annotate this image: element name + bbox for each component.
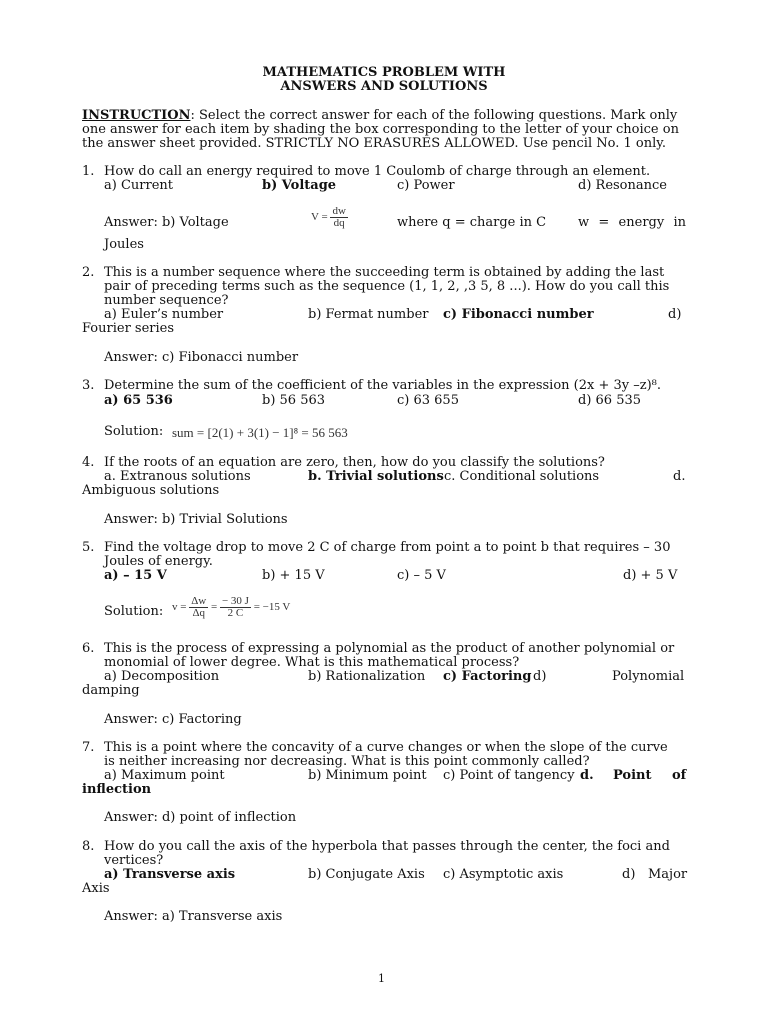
q8-number: 8. — [82, 839, 95, 854]
q2-option-d-letter: d) — [668, 307, 682, 322]
q5-formula-denominator-2: 2 C — [227, 607, 244, 619]
q8-option-b: b) Conjugate Axis — [308, 867, 425, 882]
instruction-line-1 — [82, 109, 677, 123]
q1-note-3: Joules — [104, 237, 144, 252]
q2-number: 2. — [82, 265, 95, 280]
q5-number: 5. — [82, 540, 95, 555]
q1-text: How do call an energy required to move 1 Coulomb of charge through an element. — [104, 164, 651, 179]
q7-line-2: is neither increasing nor decreasing. What is this point commonly called? — [104, 754, 590, 769]
q8-option-c: c) Asymptotic axis — [443, 867, 564, 882]
q7-answer: Answer: d) point of inflection — [104, 810, 297, 825]
q8-line-1: How do you call the axis of the hyperbola that passes through the center, the foci and — [104, 839, 670, 854]
q4-option-a: a. Extranous solutions — [104, 469, 251, 484]
q1-formula-numerator: dw — [332, 205, 346, 217]
q2-answer: Answer: c) Fibonacci number — [104, 350, 299, 365]
q6-number: 6. — [82, 641, 95, 656]
q3-text: Determine the sum of the coefficient of the variables in the expression (2x + 3y –z)⁸. — [104, 378, 662, 393]
q7-option-b: b) Minimum point — [308, 768, 427, 783]
q6-line-2: monomial of lower degree. What is this mathematical process? — [104, 655, 520, 670]
q4-answer: Answer: b) Trivial Solutions — [104, 512, 288, 527]
q5-formula-equals: = — [211, 601, 218, 614]
q3-option-c: c) 63 655 — [397, 393, 459, 408]
q5-formula-result: = −15 V — [253, 601, 291, 614]
q5-formula-fraction-2 — [220, 596, 251, 619]
q7-option-d-letter: d. — [580, 768, 594, 783]
q1-number: 1. — [82, 164, 95, 179]
q5-formula-lhs: v = — [172, 601, 187, 614]
title-line-1: MATHEMATICS PROBLEM WITH — [262, 65, 506, 80]
q3-solution-formula: sum = [2(1) + 3(1) − 1]⁸ = 56 563 — [172, 425, 348, 440]
q3-option-b: b) 56 563 — [262, 393, 326, 408]
q1-formula — [311, 206, 348, 229]
instruction-line-2: one answer for each item by shading the box corresponding to the letter of your choice on — [82, 122, 679, 137]
q2-line-3: number sequence? — [104, 293, 229, 308]
q1-option-c: c) Power — [397, 178, 455, 193]
q4-option-d-letter: d. — [673, 469, 686, 484]
q8-option-d-text: Major — [648, 867, 688, 882]
q2-option-b: b) Fermat number — [308, 307, 429, 322]
instruction-label: INSTRUCTION — [82, 108, 191, 123]
q4-text: If the roots of an equation are zero, then, how do you classify the solutions? — [104, 455, 605, 470]
q2-option-c: c) Fibonacci number — [443, 307, 594, 322]
q8-answer: Answer: a) Transverse axis — [104, 909, 283, 924]
q3-solution-label: Solution: — [104, 424, 164, 439]
q5-formula-numerator-2: − 30 J — [221, 595, 249, 607]
q8-option-d-text-cont: Axis — [82, 881, 110, 896]
q6-option-a: a) Decomposition — [104, 669, 220, 684]
q7-option-d-text: inflection — [82, 782, 152, 797]
q2-line-1: This is a number sequence where the succeeding term is obtained by adding the last — [104, 265, 665, 280]
q8-line-2: vertices? — [104, 853, 164, 868]
q5-option-d: d) + 5 V — [623, 568, 678, 583]
q6-option-d-letter: d) — [533, 669, 547, 684]
q5-solution-label: Solution: — [104, 604, 164, 619]
q8-option-a: a) Transverse axis — [104, 867, 236, 882]
q6-answer: Answer: c) Factoring — [104, 712, 242, 727]
q4-option-d-text: Ambiguous solutions — [82, 483, 220, 498]
q1-formula-fraction — [330, 206, 347, 229]
q3-number: 3. — [82, 378, 95, 393]
q6-option-d-text: Polynomial — [612, 669, 685, 684]
q7-option-c: c) Point of tangency — [443, 768, 575, 783]
q8-option-d-letter: d) — [622, 867, 636, 882]
q4-option-b: b. Trivial solutions — [308, 469, 444, 484]
page-number: 1 — [378, 972, 385, 985]
q2-option-d-text: Fourier series — [82, 321, 175, 336]
q4-option-c: c. Conditional solutions — [444, 469, 600, 484]
q1-note-2: w = energy in — [578, 215, 686, 230]
q1-note-1: where q = charge in C — [397, 215, 547, 230]
q1-option-b: b) Voltage — [262, 178, 337, 193]
instruction-line-3: the answer sheet provided. STRICTLY NO ERASURES ALLOWED. Use pencil No. 1 only. — [82, 136, 666, 151]
q7-number: 7. — [82, 740, 95, 755]
instruction-text: : Select the correct answer for each of the following questions. Mark only — [190, 108, 678, 123]
q1-formula-lhs: V = — [311, 211, 328, 224]
q1-formula-denominator: dq — [333, 217, 345, 229]
q5-solution-formula — [172, 596, 290, 619]
q3-option-d: d) 66 535 — [578, 393, 642, 408]
q3-option-a: a) 65 536 — [104, 393, 173, 408]
q5-formula-fraction-1 — [189, 596, 208, 619]
q1-answer: Answer: b) Voltage — [104, 215, 229, 230]
q5-line-1: Find the voltage drop to move 2 C of charge from point a to point b that requires – 30 — [104, 540, 671, 555]
q5-option-c: c) – 5 V — [397, 568, 446, 583]
q6-option-c: c) Factoring — [443, 669, 532, 684]
q5-formula-denominator-1: Δq — [192, 607, 206, 619]
q7-option-a: a) Maximum point — [104, 768, 225, 783]
q5-option-a: a) – 15 V — [104, 568, 167, 583]
q5-formula-numerator-1: Δw — [191, 595, 207, 607]
q7-line-1: This is a point where the concavity of a curve changes or when the slope of the curve — [104, 740, 668, 755]
q7-option-d-word: Point — [613, 768, 652, 783]
q2-line-2: pair of preceding terms such as the sequence (1, 1, 2, ,3 5, 8 ...). How do you call this — [104, 279, 670, 294]
q6-line-1: This is the process of expressing a polynomial as the product of another polynomial or — [104, 641, 675, 656]
q5-line-2: Joules of energy. — [104, 554, 213, 569]
q6-option-d-text-cont: damping — [82, 683, 140, 698]
q1-option-a: a) Current — [104, 178, 173, 193]
q5-option-b: b) + 15 V — [262, 568, 325, 583]
q4-number: 4. — [82, 455, 95, 470]
q6-option-b: b) Rationalization — [308, 669, 426, 684]
q2-option-a: a) Euler’s number — [104, 307, 224, 322]
title-line-2: ANSWERS AND SOLUTIONS — [280, 79, 488, 94]
q7-option-d-of: of — [672, 768, 687, 783]
q1-option-d: d) Resonance — [578, 178, 667, 193]
